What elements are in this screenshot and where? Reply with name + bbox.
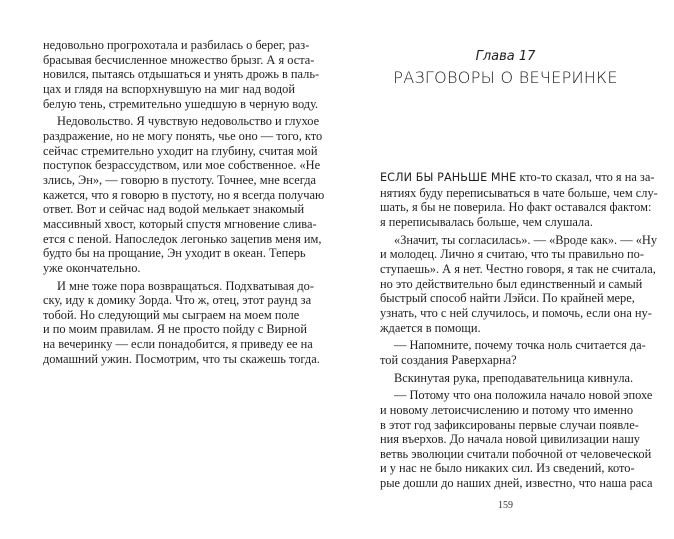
text-line: Недовольство. Я чувствую недовольство и глухое [57, 114, 320, 129]
chapter-label: Глава 17 [475, 49, 536, 64]
text-line: в этот год зафиксированы первые случаи появле- [380, 417, 639, 432]
right-page-body [380, 170, 658, 491]
text-line: «Значит, ты согласилась». — «Вроде как». — «Ну [394, 232, 658, 247]
text-line: ется с пеной. Напоследок легонько зацепив меня им, [43, 231, 322, 246]
text-line: сейчас стремительно уходит на глубину, считая мой [43, 143, 318, 158]
text-line: рые дошли до наших дней, известно, что наша раса [380, 476, 653, 491]
text-line: раздражение, но не могу понять, чье оно — того, кто [43, 128, 323, 143]
text-line: поступок безрассудством, или мое собственное. «Не [43, 158, 321, 173]
text-line: и по моим правилам. Я не просто пойду с Вирной [43, 322, 307, 337]
left-page-body [43, 38, 325, 366]
text-line: ску, иду к домику Зорда. Что ж, отец, этот раунд за [43, 293, 312, 308]
text-line: и у нас не было никаких сил. Из сведений, кото- [380, 461, 635, 476]
chapter-title: РАЗГОВОРЫ О ВЕЧЕРИНКЕ [393, 68, 618, 87]
paragraph [380, 338, 646, 367]
text-line: будто бы на прощание, Эн уходит в океан. Теперь [43, 246, 306, 261]
text-line: ступаешь». А я нет. Честно говоря, я так не считала, [380, 261, 656, 276]
text-line: цах и глядя на вспорхнувшую на миг над водой [43, 81, 295, 96]
text-line: нятиях буду переписываться в чате больше, чем слу- [380, 185, 658, 200]
right-page [337, 0, 674, 539]
text-line: ответ. Вот и сейчас над водой мелькает знакомый [43, 202, 305, 217]
text-line [380, 170, 655, 186]
text-line: той создания Раверхарна? [380, 352, 517, 367]
text-line: белую тень, стремительно ушедшую в черную воду. [43, 96, 319, 111]
text-line: недовольно прогрохотала и разбилась о берег, раз- [43, 38, 310, 52]
paragraph [43, 114, 325, 275]
paragraph [380, 170, 658, 230]
page-number: 159 [498, 500, 513, 511]
paragraph [43, 38, 320, 111]
text-line: И мне тоже пора возвращаться. Подхватывая до- [57, 278, 314, 293]
text-line: ния въерхов. До начала новой цивилизации нашу [380, 432, 640, 447]
text-line: я переписывалась больше, чем слушала. [380, 214, 593, 229]
paragraph [43, 278, 320, 367]
text-line: ждается в помощи. [380, 320, 481, 335]
text-line: быстрый способ найти Лэйси. По крайней мере, [380, 291, 635, 306]
text-line: — Напомните, почему точка ноль считается да- [394, 338, 646, 353]
text-line: новился, пытаясь отдышаться и унять дрожь в паль- [43, 67, 320, 82]
text-line: шать, я бы не поверила. Но факт оставался фактом: [380, 200, 652, 215]
lead-line-rest: кто-то сказал, что я на за- [516, 170, 655, 184]
text-line: массивный хвост, который спустя мгновение слива- [43, 216, 317, 231]
paragraph [380, 371, 632, 386]
text-line: и новому летоисчислению и потому что именно [380, 402, 634, 417]
text-line: тобой. Но следующий мы сыграем на моем поле [43, 307, 300, 322]
text-line: уже окончательно. [43, 260, 141, 275]
text-line: узнать, что с ней случилось, и помочь, если она ну- [380, 305, 652, 320]
text-line: ветвь эволюции считали побочной от человеческой [380, 446, 652, 461]
lead-in-caps: ЕСЛИ БЫ РАНЬШЕ МНЕ [380, 171, 517, 184]
text-line: на вечеринку — если понадобится, я приведу ее на [43, 337, 313, 352]
text-line: — Потому что она положила начало новой эпохе [394, 388, 653, 403]
text-line: брасывая бесчисленное множество брызг. А я оста- [43, 52, 315, 67]
text-line: Вскинутая рука, преподавательница кивнула. [394, 370, 634, 385]
text-line: кажется, что я говорю в пустоту, но я всегда получаю [43, 187, 325, 202]
text-line: домашний ужин. Посмотрим, что ты скажешь тогда. [43, 351, 320, 366]
text-line: злись, Эн», — говорю в пустоту. Точнее, мне всегда [43, 172, 317, 187]
text-line: но это действительно был единственный и самый [380, 276, 643, 291]
paragraph [380, 388, 653, 491]
text-line: и молодец. Лично я считаю, что ты правильно по- [380, 247, 645, 262]
paragraph [380, 232, 658, 336]
